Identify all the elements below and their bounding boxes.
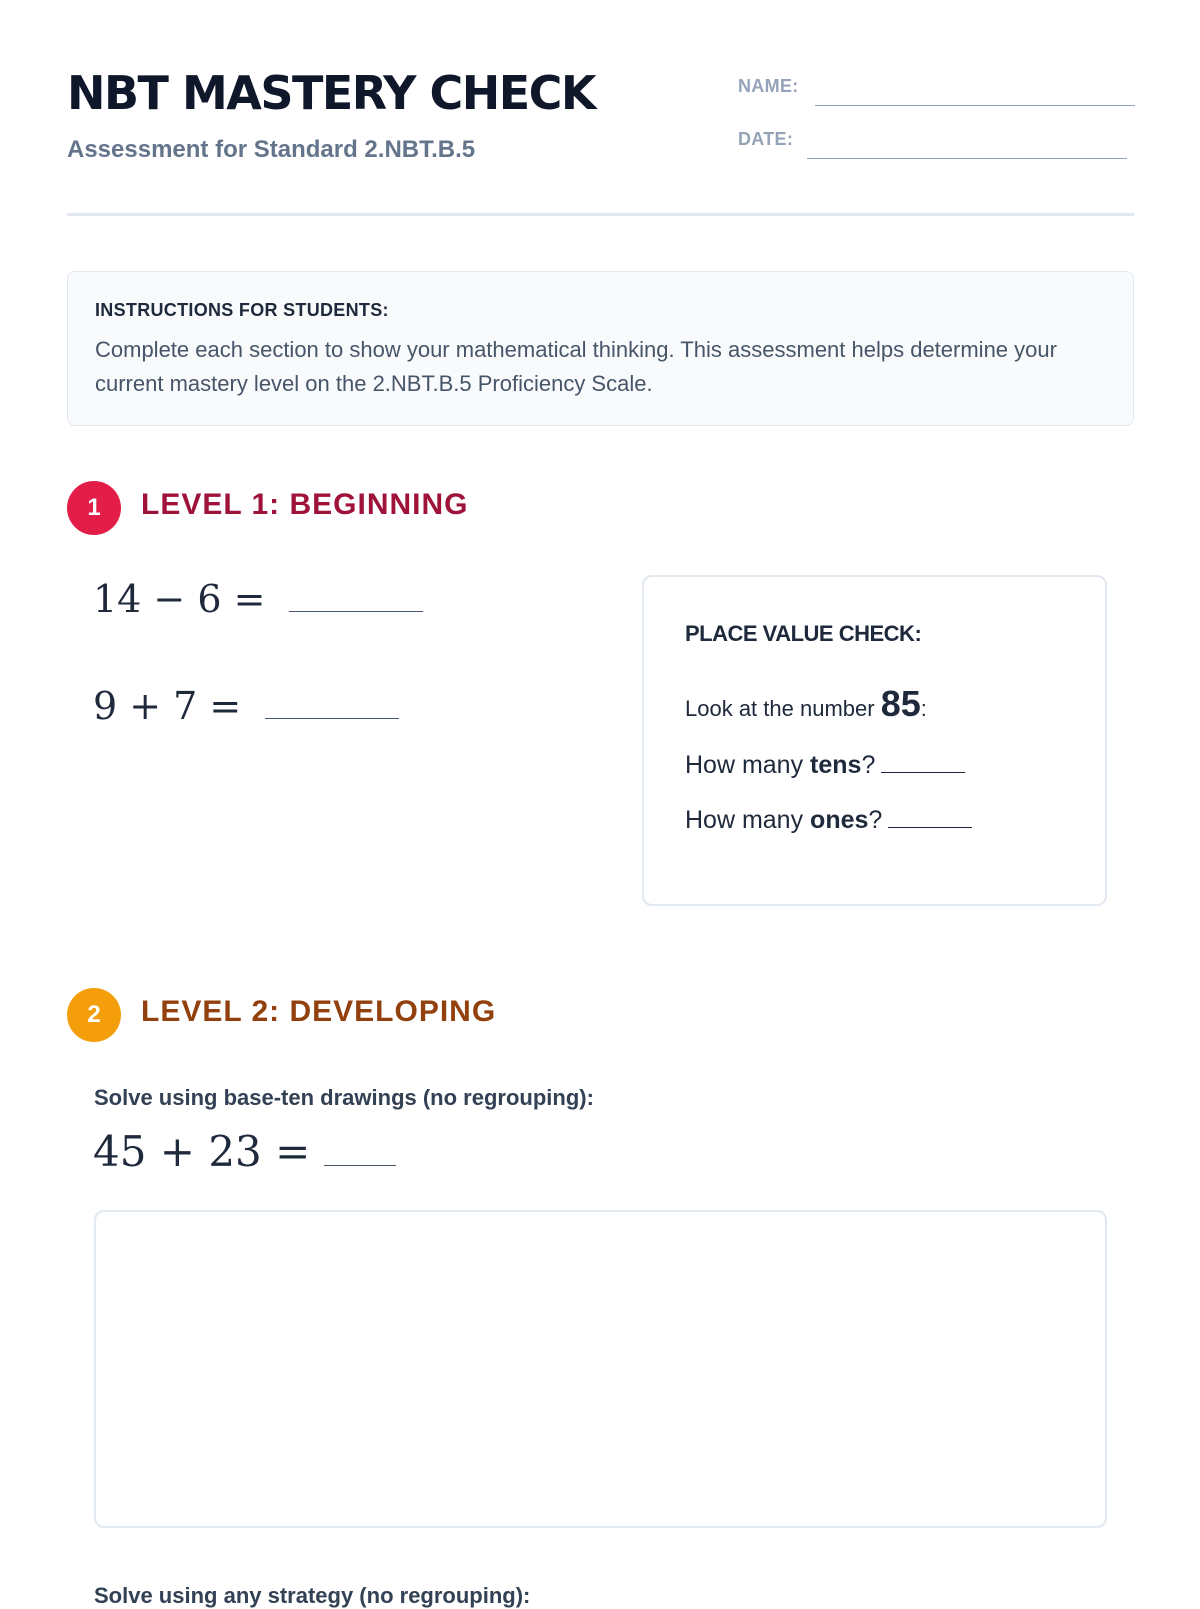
question-mark: ? [861, 751, 876, 779]
place-value-number: 85 [880, 683, 921, 724]
instructions-text: Complete each section to show your mathematical thinking. This assessment helps determine your current mastery level on the 2.NBT.B.5 Proficiency Scale. [95, 337, 1057, 396]
place-value-prompt [685, 683, 1064, 725]
place-value-heading: PLACE VALUE CHECK: [685, 621, 922, 646]
name-label: NAME: [738, 76, 799, 96]
header-divider [67, 213, 1134, 216]
drawing-work-area[interactable] [94, 1210, 1107, 1528]
problem-addition [93, 684, 399, 728]
level-2-badge: 2 [67, 988, 121, 1042]
name-field[interactable] [815, 105, 1135, 106]
strategy-prompt: Solve using any strategy (no regrouping): [94, 1583, 531, 1608]
tens-question [685, 751, 1064, 780]
answer-blank[interactable] [265, 690, 399, 719]
page-subtitle: Assessment for Standard 2.NBT.B.5 [67, 136, 476, 163]
look-text: Look at the number [685, 696, 875, 721]
instructions-box [67, 271, 1134, 426]
question-keyword: tens [810, 751, 862, 779]
level-2-title: LEVEL 2: DEVELOPING [141, 995, 497, 1028]
place-value-check-box [642, 575, 1107, 906]
ones-answer-blank[interactable] [888, 807, 972, 828]
page-title: NBT MASTERY CHECK [67, 66, 596, 120]
ones-question [685, 806, 1064, 835]
problem-text: 45 + 23 = [93, 1127, 311, 1176]
look-suffix: : [920, 696, 927, 721]
problem-base-ten [93, 1127, 396, 1176]
problem-text: 14 − 6 = [93, 577, 266, 621]
problem-subtraction [93, 577, 423, 621]
instructions-heading: INSTRUCTIONS FOR STUDENTS: [95, 300, 389, 320]
answer-blank[interactable] [324, 1135, 396, 1166]
question-text: How many [685, 806, 804, 834]
level-1-title: LEVEL 1: BEGINNING [141, 488, 469, 521]
question-mark: ? [868, 806, 883, 834]
problem-text: 9 + 7 = [93, 684, 242, 728]
date-field[interactable] [807, 158, 1127, 159]
question-keyword: ones [810, 806, 869, 834]
drawing-prompt: Solve using base-ten drawings (no regrouping): [94, 1085, 594, 1110]
level-1-badge: 1 [67, 481, 121, 535]
date-label: DATE: [738, 129, 794, 149]
question-text: How many [685, 751, 804, 779]
tens-answer-blank[interactable] [881, 752, 965, 773]
answer-blank[interactable] [289, 583, 423, 612]
